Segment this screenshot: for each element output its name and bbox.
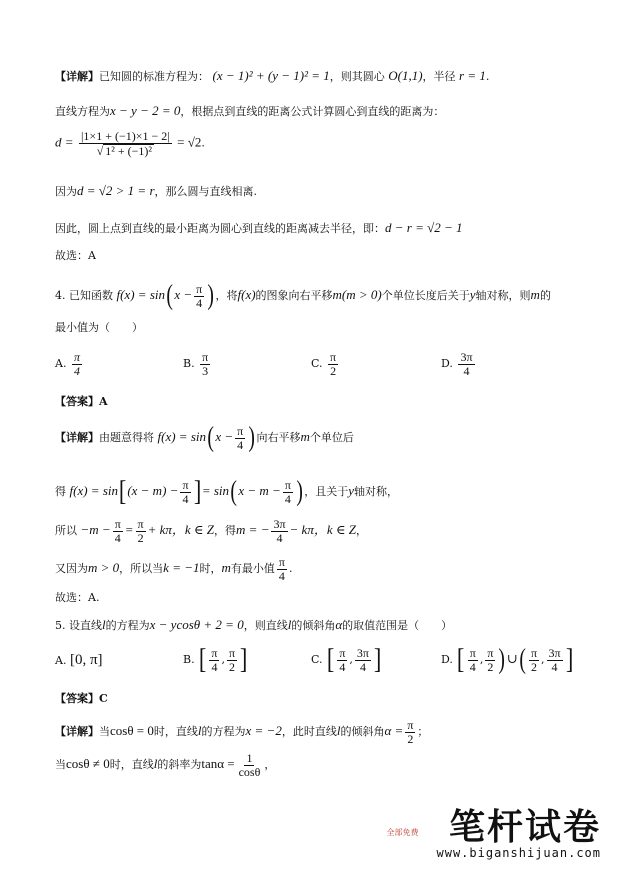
footer-watermark: [386, 807, 602, 860]
question-5-stem: 5. 设直线l的方程为x − ycosθ + 2 = 0，则直线l的倾斜角α的取值范围是（ ）: [55, 617, 453, 632]
distance-fraction: $\frac{|1\times 1 + (-1)\times 1 - 2|}{\text{√ 1² + (−1)²}}$: [81, 129, 170, 158]
solution-line-1: 【详解】已知圆的标准方程为： (x − 1)² + (y − 1)² = 1，则其圆心 O(1,1)，半径 r = 1.: [55, 68, 490, 83]
q4-option-a: A. $\frac{\pi}{4}$: [55, 350, 80, 378]
site-url[interactable]: www.biganshijuan.com: [436, 846, 601, 860]
question-4-stem: 4. 已知函数 f(x) = sin(x − $\frac{\pi}{4}$ )，将f(x)的图象向右平移m(m > 0)个单位长度后关于y轴对称，则m的: [55, 280, 551, 311]
q4-detail-4: 又因为m > 0，所以当k = −1时，m有最小值 $\frac{\pi}{4}$ .: [55, 555, 293, 583]
q4-detail-3: 所以 −m − $\frac{\pi}{4}$ = $\frac{\pi}{2}$ + kπ，k ∈ Z，得m = − $\frac{3\pi}{4}$ − kπ，k ∈ Z，: [55, 517, 367, 545]
question-4-stem-2: 最小值为（ ）: [55, 321, 143, 334]
solution-line-5: 因此，圆上点到直线的最小距离为圆心到直线的距离减去半径，即：d − r = √2 − 1: [55, 220, 463, 235]
q5-detail-2: 当cosθ ≠ 0时，直线l的斜率为tanα = $\frac{1}{\cos\theta}$ ，: [55, 751, 276, 779]
solution-line-4: 因为d = √2 > 1 = r，那么圆与直线相离.: [55, 183, 258, 198]
solution-line-2: 直线方程为x − y − 2 = 0，根据点到直线的距离公式计算圆心到直线的距离为：: [55, 103, 445, 118]
q5-option-b: B. [ $\frac{\pi}{4}$ , $\frac{\pi}{2}$ ]: [183, 644, 248, 675]
q4-option-b: B. $\frac{\pi}{3}$: [183, 350, 209, 378]
q5-option-d: D. [ $\frac{\pi}{4}$ , $\frac{\pi}{2}$ )∪( $\frac{\pi}{2}$ , $\frac{3\pi}{4}$ ]: [441, 644, 573, 675]
q4-option-d: D. $\frac{3\pi}{4}$: [441, 350, 473, 378]
q4-choice: 故选：A.: [55, 591, 100, 604]
q4-option-c: C. $\frac{\pi}{2}$: [311, 350, 337, 378]
q4-answer: 【答案】A: [55, 395, 108, 408]
q4-detail-1: 【详解】由题意得将 f(x) = sin(x − $\frac{\pi}{4}$ )向右平移m个单位后: [55, 422, 354, 453]
solution-choice: 故选：A: [55, 249, 96, 262]
q5-detail-1: 【详解】当cosθ = 0时，直线l的方程为x = −2，此时直线l的倾斜角α = $\frac{\pi}{2}$ ；: [55, 718, 429, 746]
free-label: 全部免费: [386, 828, 419, 837]
brand-logo: 笔杆试卷: [448, 807, 601, 848]
distance-formula: d = $\frac{|1\times 1 + (-1)\times 1 - 2|}{\text{√ 1² + (−1)²}}$ = √2.: [55, 129, 205, 158]
q5-option-a: A. [0, π]: [55, 652, 103, 668]
q4-detail-2: 得 f(x) = sin[(x − m) − $\frac{\pi}{4}$ ]= sin(x − m − $\frac{\pi}{4}$ )，且关于y轴对称，: [55, 476, 398, 507]
q5-answer: 【答案】C: [55, 692, 108, 705]
q5-option-c: C. [ $\frac{\pi}{4}$ , $\frac{3\pi}{4}$ ]: [311, 644, 382, 675]
